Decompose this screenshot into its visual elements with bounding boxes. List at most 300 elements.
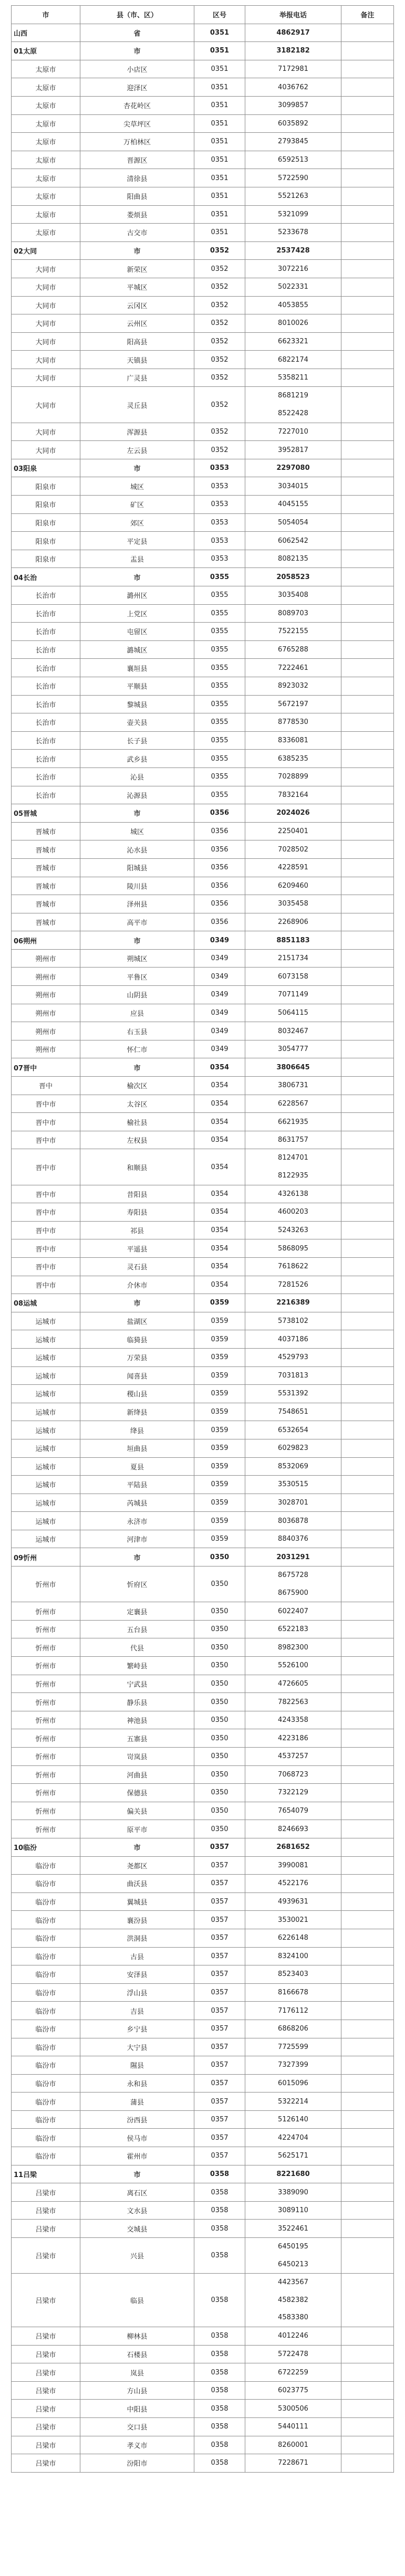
phone-cell: 4012246	[245, 2327, 341, 2346]
note-cell	[341, 1657, 394, 1675]
city-cell: 01太原	[12, 42, 80, 60]
area-code-cell: 0359	[194, 1348, 245, 1366]
area-code-cell: 0354	[194, 1239, 245, 1258]
note-cell	[341, 314, 394, 333]
phone-cell: 4862917	[245, 24, 341, 42]
note-cell	[341, 1838, 394, 1856]
table-row	[12, 1457, 394, 1476]
county-cell: 兴县	[80, 2238, 194, 2274]
area-code-cell: 0358	[194, 2454, 245, 2473]
table-row	[12, 767, 394, 786]
county-cell: 左权县	[80, 1131, 194, 1149]
note-cell	[341, 2147, 394, 2165]
table-row	[12, 1348, 394, 1366]
note-cell	[341, 78, 394, 97]
city-cell: 晋中市	[12, 1131, 80, 1149]
phone-cell: 7654079	[245, 1802, 341, 1820]
area-code-cell: 0352	[194, 296, 245, 314]
area-code-cell: 0357	[194, 1911, 245, 1929]
city-cell: 长治市	[12, 750, 80, 768]
area-code-cell: 0358	[194, 2220, 245, 2238]
table-row	[12, 1149, 394, 1185]
table-row	[12, 2327, 394, 2346]
phone-cell: 7028899	[245, 767, 341, 786]
phone-cell: 3389090	[245, 2183, 341, 2202]
city-cell: 大同市	[12, 387, 80, 423]
county-cell: 阳曲县	[80, 187, 194, 205]
city-cell: 大同市	[12, 314, 80, 333]
table-row	[12, 713, 394, 732]
area-code-cell: 0355	[194, 623, 245, 641]
city-cell: 太原市	[12, 169, 80, 187]
county-cell: 阳高县	[80, 332, 194, 351]
phone-cell: 6073158	[245, 968, 341, 986]
city-cell: 运城市	[12, 1385, 80, 1403]
note-cell	[341, 2038, 394, 2056]
county-cell: 闻喜县	[80, 1366, 194, 1385]
phone-cell: 6623321	[245, 332, 341, 351]
table-row	[12, 2345, 394, 2363]
note-cell	[341, 1257, 394, 1276]
county-cell: 临县	[80, 2274, 194, 2327]
note-cell	[341, 2327, 394, 2346]
phone-cell: 5526100	[245, 1657, 341, 1675]
note-cell	[341, 114, 394, 133]
city-cell: 朔州市	[12, 1004, 80, 1022]
county-cell: 灵石县	[80, 1257, 194, 1276]
note-cell	[341, 224, 394, 242]
area-code-cell: 0355	[194, 695, 245, 713]
table-row	[12, 1421, 394, 1439]
county-cell: 永和县	[80, 2074, 194, 2093]
note-cell	[341, 441, 394, 459]
area-code-cell: 0350	[194, 1638, 245, 1657]
phone-cell: 5300506	[245, 2400, 341, 2418]
table-row	[12, 2183, 394, 2202]
county-cell: 黎城县	[80, 695, 194, 713]
note-cell	[341, 2002, 394, 2020]
city-cell: 临汾市	[12, 1965, 80, 1984]
phone-cell: 7176112	[245, 2002, 341, 2020]
city-cell: 09忻州	[12, 1548, 80, 1566]
county-cell: 应县	[80, 1004, 194, 1022]
city-cell: 晋中市	[12, 1095, 80, 1113]
note-cell	[341, 931, 394, 950]
table-row	[12, 1385, 394, 1403]
group-row	[12, 459, 394, 477]
city-cell: 07晋中	[12, 1058, 80, 1077]
note-cell	[341, 2056, 394, 2075]
note-cell	[341, 1892, 394, 1911]
county-cell: 河曲县	[80, 1765, 194, 1784]
phone-cell: 8336081	[245, 731, 341, 750]
note-cell	[341, 1239, 394, 1258]
table-row	[12, 224, 394, 242]
area-code-cell: 0358	[194, 2381, 245, 2400]
table-row	[12, 877, 394, 895]
area-code-cell: 0350	[194, 1602, 245, 1621]
city-cell: 太原市	[12, 78, 80, 97]
phone-cell: 7028502	[245, 840, 341, 859]
note-cell	[341, 205, 394, 224]
table-row	[12, 786, 394, 804]
table-row	[12, 1239, 394, 1258]
note-cell	[341, 369, 394, 387]
table-row	[12, 2400, 394, 2418]
county-cell: 保德县	[80, 1784, 194, 1802]
city-cell: 太原市	[12, 96, 80, 114]
phone-cell	[245, 387, 341, 423]
phone-cell: 8523403	[245, 1965, 341, 1984]
table-row	[12, 1403, 394, 1421]
county-cell: 乡宁县	[80, 2020, 194, 2038]
phone-cell: 7172981	[245, 60, 341, 78]
table-row	[12, 1077, 394, 1095]
city-cell: 运城市	[12, 1348, 80, 1366]
phone-cell: 4522176	[245, 1875, 341, 1893]
note-cell	[341, 1294, 394, 1312]
table-row	[12, 2056, 394, 2075]
phone-cell: 5022331	[245, 278, 341, 296]
area-code-cell: 0351	[194, 133, 245, 151]
note-cell	[341, 659, 394, 677]
table-row	[12, 968, 394, 986]
county-cell: 五寨县	[80, 1729, 194, 1748]
group-row	[12, 1058, 394, 1077]
county-cell: 高平市	[80, 913, 194, 931]
city-cell: 大同市	[12, 278, 80, 296]
note-cell	[341, 2220, 394, 2238]
phone-cell: 2031291	[245, 1548, 341, 1566]
phone-cell: 3035408	[245, 586, 341, 605]
phone-cell: 6022407	[245, 1602, 341, 1621]
phone-cell: 7822563	[245, 1693, 341, 1711]
note-cell	[341, 949, 394, 968]
table-row	[12, 2238, 394, 2274]
area-code-cell: 0359	[194, 1312, 245, 1330]
county-cell: 小店区	[80, 60, 194, 78]
group-row	[12, 1838, 394, 1856]
area-code-cell: 0354	[194, 1276, 245, 1294]
county-cell: 右玉县	[80, 1022, 194, 1040]
table-row	[12, 2454, 394, 2473]
phone-cell: 7068723	[245, 1765, 341, 1784]
area-code-cell: 0355	[194, 659, 245, 677]
phone-cell: 3089110	[245, 2201, 341, 2220]
county-cell: 市	[80, 804, 194, 823]
county-cell: 方山县	[80, 2381, 194, 2400]
table-row	[12, 858, 394, 877]
note-cell	[341, 1004, 394, 1022]
note-cell	[341, 2417, 394, 2436]
county-cell: 和顺县	[80, 1149, 194, 1185]
county-cell: 潞城区	[80, 640, 194, 659]
note-cell	[341, 804, 394, 823]
city-cell: 晋中市	[12, 1203, 80, 1222]
group-row	[12, 42, 394, 60]
phone-cell: 8982300	[245, 1638, 341, 1657]
table-row	[12, 332, 394, 351]
city-cell: 忻州市	[12, 1748, 80, 1766]
county-cell: 定襄县	[80, 1602, 194, 1621]
city-cell: 晋城市	[12, 822, 80, 840]
phone-cell: 6868206	[245, 2020, 341, 2038]
area-code-cell: 0350	[194, 1620, 245, 1638]
area-code-cell: 0358	[194, 2363, 245, 2382]
note-cell	[341, 513, 394, 532]
city-cell: 晋城市	[12, 840, 80, 859]
hotline-table	[11, 5, 394, 2473]
area-code-cell: 0359	[194, 1403, 245, 1421]
county-cell: 平鲁区	[80, 968, 194, 986]
area-code-cell: 0357	[194, 2020, 245, 2038]
county-cell: 市	[80, 1294, 194, 1312]
city-cell: 运城市	[12, 1366, 80, 1385]
area-code-cell: 0358	[194, 2238, 245, 2274]
table-row	[12, 369, 394, 387]
county-cell: 广灵县	[80, 369, 194, 387]
table-row	[12, 640, 394, 659]
city-cell: 运城市	[12, 1312, 80, 1330]
table-row	[12, 1185, 394, 1203]
note-cell	[341, 1348, 394, 1366]
county-cell: 芮城县	[80, 1494, 194, 1512]
phone-cell: 7548651	[245, 1403, 341, 1421]
city-cell: 朔州市	[12, 986, 80, 1004]
city-cell: 吕梁市	[12, 2363, 80, 2382]
table-row	[12, 314, 394, 333]
city-cell: 晋中市	[12, 1221, 80, 1239]
area-code-cell: 0355	[194, 586, 245, 605]
table-row	[12, 1748, 394, 1766]
city-cell: 长治市	[12, 767, 80, 786]
group-row	[12, 1548, 394, 1566]
table-row	[12, 1947, 394, 1965]
phone-cell: 6385235	[245, 750, 341, 768]
city-cell: 吕梁市	[12, 2417, 80, 2436]
area-code-cell: 0354	[194, 1221, 245, 1239]
phone-cell: 7071149	[245, 986, 341, 1004]
county-cell: 市	[80, 568, 194, 586]
note-cell	[341, 60, 394, 78]
phone-cell: 3530021	[245, 1911, 341, 1929]
table-row	[12, 351, 394, 369]
county-cell: 灵丘县	[80, 387, 194, 423]
city-cell: 运城市	[12, 1421, 80, 1439]
note-cell	[341, 2345, 394, 2363]
city-cell: 临汾市	[12, 1892, 80, 1911]
area-code-cell: 0352	[194, 441, 245, 459]
phone-cell: 6621935	[245, 1113, 341, 1131]
phone-cell: 4537257	[245, 1748, 341, 1766]
area-code-cell: 0357	[194, 2056, 245, 2075]
phone-cell: 8089703	[245, 604, 341, 623]
phone-number: 4423567	[278, 2278, 308, 2287]
city-cell: 临汾市	[12, 1911, 80, 1929]
phone-cell	[245, 2238, 341, 2274]
county-cell: 介休市	[80, 1276, 194, 1294]
county-cell: 杏花岭区	[80, 96, 194, 114]
county-cell: 襄垣县	[80, 659, 194, 677]
note-cell	[341, 822, 394, 840]
phone-cell: 5321099	[245, 205, 341, 224]
area-code-cell: 0356	[194, 895, 245, 913]
area-code-cell: 0355	[194, 750, 245, 768]
area-code-cell: 0357	[194, 1983, 245, 2002]
city-cell: 忻州市	[12, 1729, 80, 1748]
phone-number: 8124701	[278, 1154, 308, 1162]
note-cell	[341, 1711, 394, 1729]
area-code-cell: 0354	[194, 1058, 245, 1077]
area-code-cell: 0350	[194, 1729, 245, 1748]
phone-cell: 8032467	[245, 1022, 341, 1040]
note-cell	[341, 1476, 394, 1494]
county-cell: 阳城县	[80, 858, 194, 877]
phone-cell: 2058523	[245, 568, 341, 586]
area-code-cell: 0351	[194, 151, 245, 169]
city-cell: 忻州市	[12, 1820, 80, 1838]
note-cell	[341, 351, 394, 369]
table-row	[12, 496, 394, 514]
city-cell: 临汾市	[12, 1947, 80, 1965]
table-row	[12, 2110, 394, 2129]
county-cell: 郊区	[80, 513, 194, 532]
table-row	[12, 1095, 394, 1113]
note-cell	[341, 2129, 394, 2147]
city-cell: 大同市	[12, 423, 80, 441]
area-code-cell: 0350	[194, 1765, 245, 1784]
table-row	[12, 1330, 394, 1349]
city-cell: 太原市	[12, 224, 80, 242]
phone-cell: 6228567	[245, 1095, 341, 1113]
table-row	[12, 2129, 394, 2147]
county-cell: 平遥县	[80, 1239, 194, 1258]
phone-cell: 6029823	[245, 1439, 341, 1457]
area-code-cell: 0351	[194, 60, 245, 78]
note-cell	[341, 1784, 394, 1802]
county-cell: 绛县	[80, 1421, 194, 1439]
note-cell	[341, 1947, 394, 1965]
county-cell: 离石区	[80, 2183, 194, 2202]
table-row	[12, 1693, 394, 1711]
note-cell	[341, 1765, 394, 1784]
city-cell: 太原市	[12, 151, 80, 169]
note-cell	[341, 1512, 394, 1530]
city-cell: 吕梁市	[12, 2274, 80, 2327]
phone-number: 8122935	[278, 1172, 308, 1180]
county-cell: 岚县	[80, 2363, 194, 2382]
note-cell	[341, 1620, 394, 1638]
group-row	[12, 24, 394, 42]
phone-cell: 5738102	[245, 1312, 341, 1330]
area-code-cell: 0352	[194, 241, 245, 260]
table-row	[12, 1566, 394, 1602]
phone-cell: 3035458	[245, 895, 341, 913]
note-cell	[341, 767, 394, 786]
table-row	[12, 133, 394, 151]
area-code-cell: 0358	[194, 2417, 245, 2436]
area-code-cell: 0359	[194, 1512, 245, 1530]
area-code-cell: 0355	[194, 604, 245, 623]
note-cell	[341, 96, 394, 114]
county-cell: 夏县	[80, 1457, 194, 1476]
header-county: 县（市、区）	[80, 6, 194, 24]
table-row	[12, 1602, 394, 1621]
phone-cell: 6522183	[245, 1620, 341, 1638]
table-row	[12, 986, 394, 1004]
county-cell: 平陆县	[80, 1476, 194, 1494]
phone-cell: 5233678	[245, 224, 341, 242]
area-code-cell: 0349	[194, 968, 245, 986]
county-cell: 中阳县	[80, 2400, 194, 2418]
phone-number: 4583380	[278, 2314, 308, 2322]
table-row	[12, 2147, 394, 2165]
table-row	[12, 2363, 394, 2382]
phone-cell: 6532654	[245, 1421, 341, 1439]
phone-cell: 5672197	[245, 695, 341, 713]
area-code-cell: 0354	[194, 1131, 245, 1149]
note-cell	[341, 2381, 394, 2400]
city-cell: 阳泉市	[12, 496, 80, 514]
note-cell	[341, 1875, 394, 1893]
city-cell: 吕梁市	[12, 2220, 80, 2238]
area-code-cell: 0357	[194, 2002, 245, 2020]
area-code-cell: 0349	[194, 1022, 245, 1040]
table-row	[12, 423, 394, 441]
city-cell: 吕梁市	[12, 2400, 80, 2418]
table-row	[12, 151, 394, 169]
city-cell: 运城市	[12, 1476, 80, 1494]
area-code-cell: 0350	[194, 1566, 245, 1602]
phone-cell: 3806645	[245, 1058, 341, 1077]
county-cell: 云州区	[80, 314, 194, 333]
table-row	[12, 1657, 394, 1675]
note-cell	[341, 1675, 394, 1693]
county-cell: 洪洞县	[80, 1929, 194, 1947]
table-row	[12, 1802, 394, 1820]
table-row	[12, 2093, 394, 2111]
phone-cell: 8840376	[245, 1530, 341, 1548]
area-code-cell: 0352	[194, 314, 245, 333]
phone-cell: 2024026	[245, 804, 341, 823]
note-cell	[341, 840, 394, 859]
note-cell	[341, 241, 394, 260]
table-row	[12, 604, 394, 623]
table-row	[12, 78, 394, 97]
phone-cell: 5722590	[245, 169, 341, 187]
county-cell: 市	[80, 1058, 194, 1077]
table-row	[12, 1131, 394, 1149]
phone-cell: 8851183	[245, 931, 341, 950]
area-code-cell: 0357	[194, 1856, 245, 1875]
note-cell	[341, 713, 394, 732]
phone-cell: 8778530	[245, 713, 341, 732]
table-row	[12, 1040, 394, 1058]
note-cell	[341, 42, 394, 60]
phone-cell: 7222461	[245, 659, 341, 677]
note-cell	[341, 2400, 394, 2418]
city-cell: 吕梁市	[12, 2381, 80, 2400]
note-cell	[341, 459, 394, 477]
area-code-cell: 0352	[194, 387, 245, 423]
table-row	[12, 441, 394, 459]
area-code-cell: 0359	[194, 1476, 245, 1494]
phone-cell: 3522461	[245, 2220, 341, 2238]
table-row	[12, 1892, 394, 1911]
area-code-cell: 0350	[194, 1820, 245, 1838]
city-cell: 忻州市	[12, 1566, 80, 1602]
area-code-cell: 0358	[194, 2274, 245, 2327]
